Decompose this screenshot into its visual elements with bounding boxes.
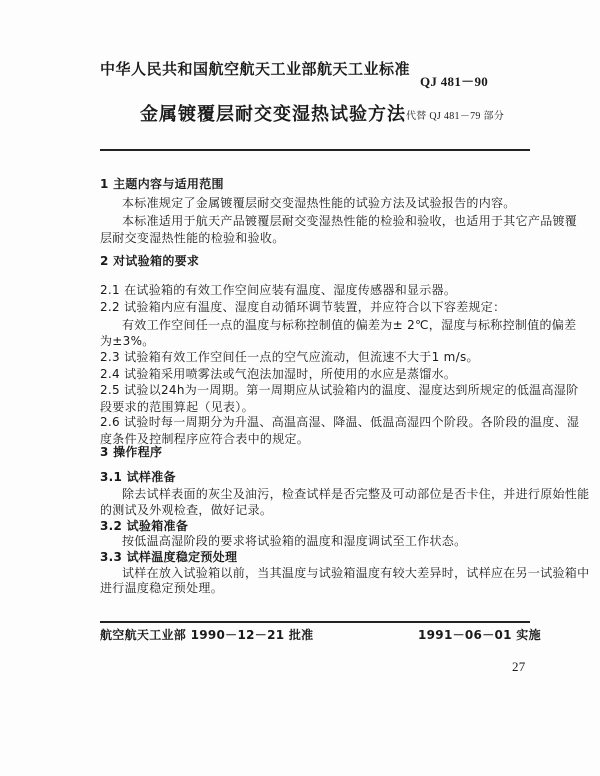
body-text-line: 2.4 试验箱采用喷雾法或气泡法加湿时，所使用的水应是蒸馏水。 (100, 367, 457, 381)
replaces-note: 代替 QJ 481－79 部分 (406, 111, 505, 122)
body-text-line: 进行温度稳定预处理。 (100, 581, 224, 595)
body-text-line: 2.1 在试验箱的有效工作空间应装有温度、湿度传感器和显示器。 (100, 283, 457, 297)
section-heading: 3 操作程序 (100, 445, 163, 459)
body-text-line: 本标准规定了金属镀覆层耐交变湿热性能的试验方法及试验报告的内容。 (122, 196, 516, 210)
section-heading: 2 对试验箱的要求 (100, 254, 200, 268)
body-text-line: 2.3 试验箱有效工作空间任一点的空气应流动，但流速不大于1 m/s。 (100, 350, 479, 364)
standard-code: QJ 481－90 (420, 74, 489, 89)
subsection-heading: 3.2 试验箱准备 (100, 519, 189, 533)
subsection-heading: 3.1 试样准备 (100, 470, 176, 484)
body-text-line: 2.2 试验箱内应有温度、湿度自动循环调节装置，并应符合以下容差规定： (100, 300, 506, 314)
body-text-line: 层耐交变湿热性能的检验和验收。 (100, 231, 285, 245)
body-text-line: 本标准适用于航天产品镀覆层耐交变湿热性能的检验和验收，也适用于其它产品镀覆 (122, 214, 578, 228)
body-text-line: 的测试及外观检查，做好记录。 (100, 503, 273, 517)
subsection-heading: 3.3 试样温度稳定预处理 (100, 550, 238, 564)
effective-date: 1991－06－01 实施 (418, 628, 541, 642)
section-heading: 1 主题内容与适用范围 (100, 177, 224, 191)
header-rule (100, 149, 530, 151)
body-text-line: 为±3%。 (100, 334, 155, 348)
body-text-line: 有效工作空间任一点的温度与标称控制值的偏差为± 2℃，湿度与标称控制值的偏差 (122, 318, 577, 332)
body-text-line: 试样在放入试验箱以前，当其温度与试验箱温度有较大差异时，试样应在另一试验箱中 (122, 566, 590, 580)
body-text-line: 度条件及控制程序应符合表中的规定。 (100, 432, 310, 446)
body-text-line: 按低温高湿阶段的要求将试验箱的温度和湿度调试至工作状态。 (122, 534, 467, 548)
approval-date: 航空航天工业部 1990－12－21 批准 (100, 628, 314, 642)
page-number: 27 (512, 659, 526, 674)
body-text-line: 除去试样表面的灰尘及油污，检查试样是否完整及可动部位是否卡住，并进行原始性能 (122, 487, 590, 501)
document-title: 金属镀覆层耐交变湿热试验方法 (140, 104, 406, 125)
body-text-line: 段要求的范围算起（见表）。 (100, 400, 254, 414)
body-text-line: 2.5 试验以24h为一周期。第一周期应从试验箱内的温度、湿度达到所规定的低温高湿阶 (100, 383, 579, 397)
footer-rule (100, 621, 530, 623)
issuing-organization: 中华人民共和国航空航天工业部航天工业标准 (100, 60, 411, 78)
body-text-line: 2.6 试验时每一周期分为升温、高温高湿、降温、低温高湿四个阶段。各阶段的温度、湿 (100, 415, 580, 429)
